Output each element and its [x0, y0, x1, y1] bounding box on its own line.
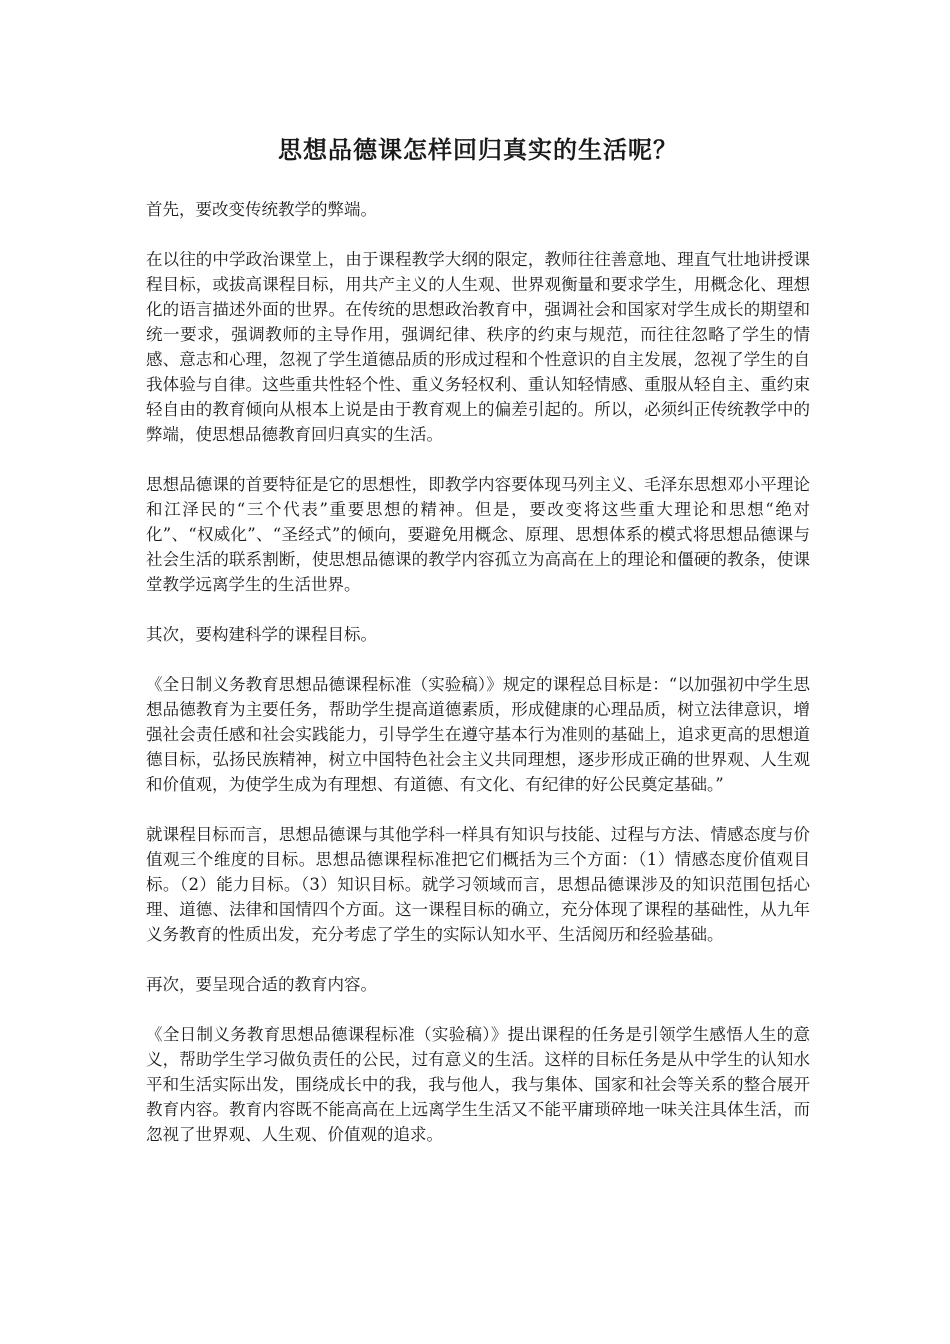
- paragraph-2: 在以往的中学政治课堂上，由于课程教学大纲的限定，教师往往善意地、理直气壮地讲授课程目标，或拔高课程目标，用共产主义的人生观、世界观衡量和要求学生，用概念化、理想化的语言描述外面的世界。在传统的思想政治教育中，强调社会和国家对学生成长的期望和统一要求，强调教师的主导作用，强调纪律、秩序的约束与规范，而往往忽略了学生的情感、意志和心理，忽视了学生道德品质的形成过程和个性意识的自主发展，忽视了学生的自我体验与自律。这些重共性轻个性、重义务轻权利、重认知轻情感、重服从轻自主、重约束轻自由的教育倾向从根本上说是由于教育观上的偏差引起的。所以，必须纠正传统教学中的弊端，使思想品德教育回归真实的生活。: [146, 250, 810, 444]
- paragraph-4: 其次，要构建科学的课程目标。: [146, 625, 377, 644]
- paragraph-6: 就课程目标而言，思想品德课与其他学科一样具有知识与技能、过程与方法、情感态度与价值观三个维度的目标。思想品德课程标准把它们概括为三个方面：（1）情感态度价值观目标。（2）能力目标。（3）知识目标。就学习领域而言，思想品德课涉及的知识范围包括心理、道德、法律和国情四个方面。这一课程目标的确立，充分体现了课程的基础性，从九年义务教育的性质出发，充分考虑了学生的实际认知水平、生活阅历和经验基础。: [146, 825, 810, 944]
- paragraph-5: 《全日制义务教育思想品德课程标准（实验稿）》规定的课程总目标是：“以加强初中学生思想品德教育为主要任务，帮助学生提高道德素质，形成健康的心理品质，树立法律意识，增强社会责任感和社会实践能力，引导学生在遵守基本行为准则的基础上，追求更高的思想道德目标，弘扬民族精神，树立中国特色社会主义共同理想，逐步形成正确的世界观、人生观和价值观，为使学生成为有理想、有道德、有文化、有纪律的好公民奠定基础。”: [146, 675, 810, 794]
- document-page: [146, 0, 810, 1147]
- paragraph-7: 再次，要呈现合适的教育内容。: [146, 975, 377, 994]
- paragraph-1: 首先，要改变传统教学的弊端。: [146, 200, 377, 219]
- paragraph-3: 思想品德课的首要特征是它的思想性，即教学内容要体现马列主义、毛泽东思想邓小平理论和江泽民的“三个代表”重要思想的精神。但是，要改变将这些重大理论和思想“绝对化”、“权威化”、“圣经式”的倾向，要避免用概念、原理、思想体系的模式将思想品德课与社会生活的联系割断，使思想品德课的教学内容孤立为高高在上的理论和僵硬的教条，使课堂教学远离学生的生活世界。: [146, 475, 810, 594]
- paragraph-8: 《全日制义务教育思想品德课程标准（实验稿）》提出课程的任务是引领学生感悟人生的意义，帮助学生学习做负责任的公民，过有意义的生活。这样的目标任务是从中学生的认知水平和生活实际出发，围绕成长中的我，我与他人，我与集体、国家和社会等关系的整合展开教育内容。教育内容既不能高高在上远离学生生活又不能平庸琐碎地一味关注具体生活，而忽视了世界观、人生观、价值观的追求。: [146, 1025, 810, 1144]
- document-title: 思想品德课怎样回归真实的生活呢？: [278, 135, 678, 164]
